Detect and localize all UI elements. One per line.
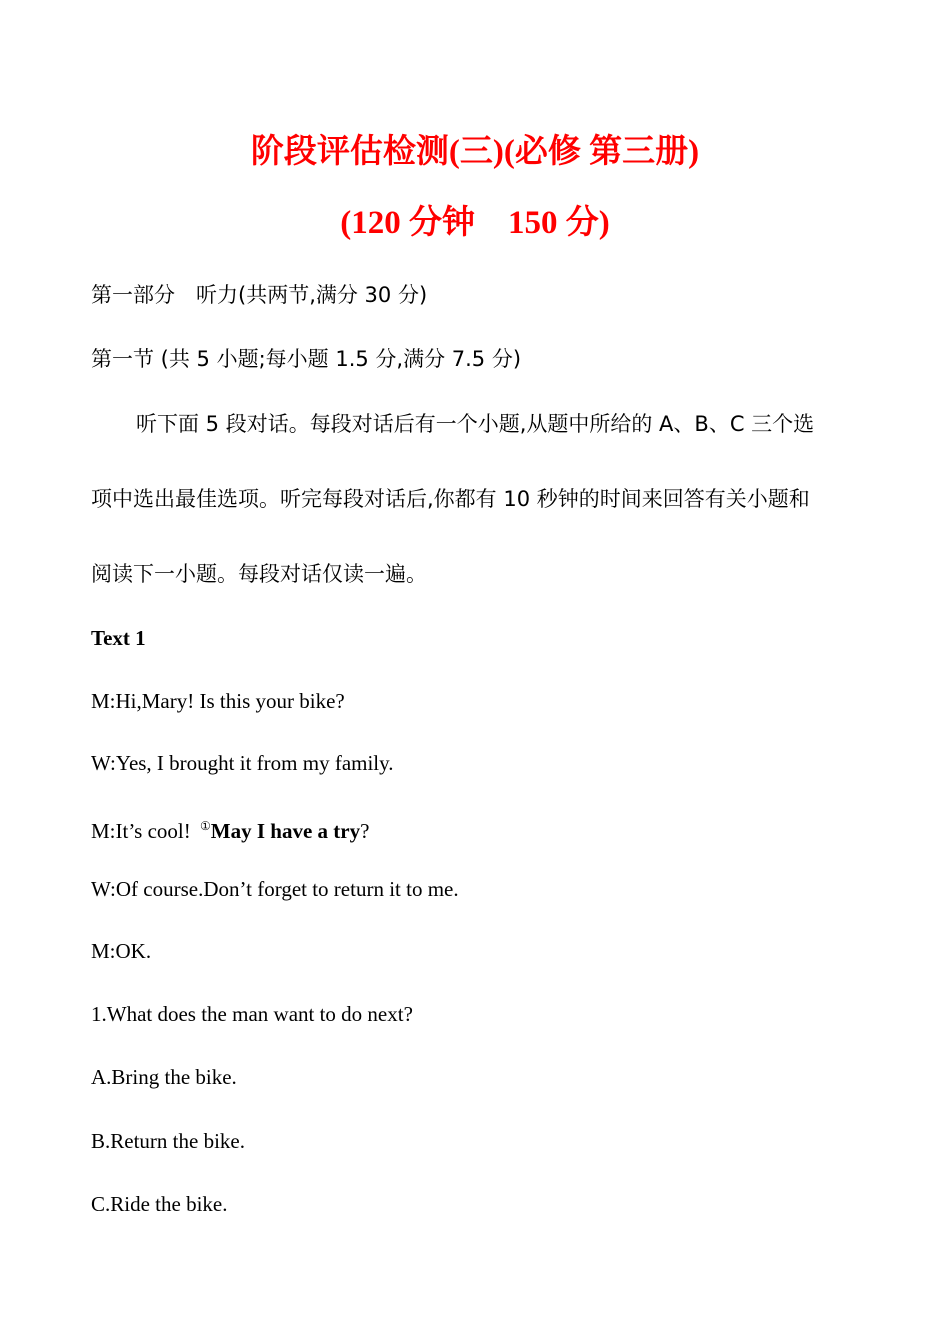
instruction-line-1: 听下面 5 段对话。每段对话后有一个小题,从题中所给的 A、B、C 三个选 [136, 412, 815, 436]
dialogue-line-3-suffix: ? [360, 819, 370, 843]
dialogue-line-2: W:Yes, I brought it from my family. [91, 751, 394, 775]
option-b: B.Return the bike. [91, 1129, 245, 1153]
option-a: A.Bring the bike. [91, 1065, 237, 1089]
page-subtitle: (120 分钟 150 分) [340, 205, 610, 241]
instruction-line-3: 阅读下一小题。每段对话仅读一遍。 [91, 562, 427, 586]
dialogue-line-3-prefix: M:It’s cool! [91, 819, 196, 843]
dialogue-line-4: W:Of course.Don’t forget to return it to me. [91, 877, 459, 901]
question-stem: 1.What does the man want to do next? [91, 1002, 413, 1026]
text-label: Text 1 [91, 626, 146, 650]
instruction-line-2: 项中选出最佳选项。听完每段对话后,你都有 10 秒钟的时间来回答有关小题和 [91, 487, 810, 511]
option-c: C.Ride the bike. [91, 1192, 228, 1216]
highlighted-phrase: May I have a try [210, 819, 361, 843]
page-title: 阶段评估检测(三)(必修 第三册) [250, 134, 700, 170]
section-heading: 第一节 (共 5 小题;每小题 1.5 分,满分 7.5 分) [91, 347, 522, 371]
dialogue-line-3 [91, 812, 369, 845]
dialogue-line-1: M:Hi,Mary! Is this your bike? [91, 689, 345, 713]
part-heading: 第一部分 听力(共两节,满分 30 分) [91, 283, 428, 307]
dialogue-line-5: M:OK. [91, 939, 152, 963]
footnote-marker: ① [200, 819, 211, 833]
